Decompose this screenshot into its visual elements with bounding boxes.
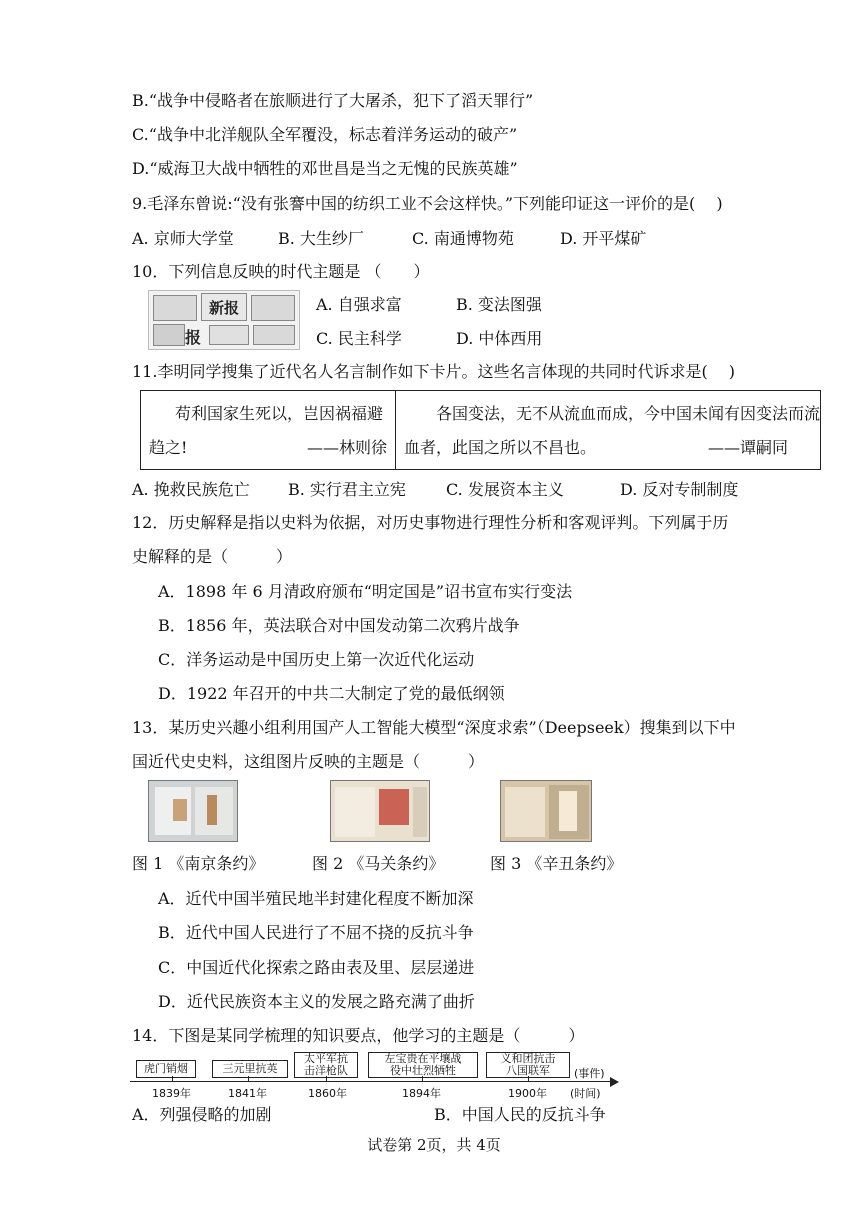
q13-stem-line1: 13．某历史兴趣小组利用国产人工智能大模型“深度求索”（Deepseek）搜集到以下中 [132, 718, 736, 737]
q9-stem: 9.毛泽东曾说:“没有张謇中国的纺织工业不会这样快。”下列能印证这一评价的是( ) [132, 194, 723, 213]
quote-card-lin-zexu [141, 391, 395, 469]
q10-stem: 10．下列信息反映的时代主题是 （ ） [132, 262, 430, 281]
timeline-event-1: 虎门销烟 [136, 1060, 196, 1078]
q13-option-b: B．近代中国人民进行了不屈不挠的反抗斗争 [158, 923, 474, 942]
timeline-axis [130, 1081, 612, 1082]
timeline-tick [172, 1076, 173, 1082]
q12-stem-line1: 12．历史解释是指以史料为依据，对历史事物进行理性分析和客观评判。下列属于历 [132, 513, 729, 532]
quote-card-tan-sitong [395, 391, 820, 469]
q9-option-c: C. 南通博物苑 [412, 229, 514, 248]
q13-option-d: D．近代民族资本主义的发展之路充满了曲折 [158, 992, 475, 1011]
nanjing-treaty-photo [148, 780, 238, 842]
shimonoseki-treaty-photo [330, 780, 430, 842]
q11-option-a: A. 挽救民族危亡 [132, 480, 250, 499]
timeline-time-label: (时间) [570, 1087, 601, 1100]
q11-option-b: B. 实行君主立宪 [288, 480, 406, 499]
q13-caption-2: 图 2 《马关条约》 [312, 854, 445, 873]
q9-option-d: D. 开平煤矿 [560, 229, 647, 248]
q14-option-a: A．列强侵略的加剧 [132, 1105, 272, 1124]
timeline-event-3: 太平军抗 击洋枪队 [294, 1052, 358, 1078]
timeline-tick [326, 1076, 327, 1082]
quote2-line2: 血者，此国之所以不昌也。 [404, 438, 597, 457]
page-footer: 试卷第 2页，共 4页 [367, 1136, 501, 1154]
timeline-event-4: 左宝贵在平壤战 役中壮烈牺牲 [368, 1052, 478, 1078]
quote1-author: ——林则徐 [307, 438, 388, 457]
timeline-tick [248, 1076, 249, 1082]
q8-option-d: D.“威海卫大战中牺牲的邓世昌是当之无愧的民族英雄” [132, 159, 518, 178]
q13-caption-1: 图 1 《南京条约》 [132, 854, 265, 873]
quote-card-table [140, 390, 821, 470]
q12-option-b: B．1856 年，英法联合对中国发动第二次鸦片战争 [158, 616, 520, 635]
q11-option-d: D. 反对专制制度 [620, 480, 739, 499]
timeline-year-4: 1894年 [402, 1087, 441, 1100]
timeline-year-5: 1900年 [508, 1087, 547, 1100]
q13-option-c: C．中国近代化探索之路由表及里、层层递进 [158, 958, 475, 977]
q11-option-c: C. 发展资本主义 [446, 480, 564, 499]
quote1-line1: 苟利国家生死以，岂因祸福避 [175, 404, 384, 423]
timeline-event-2: 三元里抗英 [212, 1060, 288, 1078]
q14-option-b: B．中国人民的反抗斗争 [434, 1105, 606, 1124]
quote2-line1: 各国变法，无不从流血而成，今中国未闻有因变法而流 [436, 404, 821, 423]
quote1-line2: 趋之! [149, 438, 188, 457]
newspaper-masthead-2: 报 [185, 328, 202, 347]
q12-option-a: A．1898 年 6 月清政府颁布“明定国是”诏书宣布实行变法 [158, 582, 573, 601]
q10-option-b: B. 变法图强 [456, 295, 542, 314]
q13-caption-3: 图 3 《辛丑条约》 [490, 854, 623, 873]
timeline-event-label: (事件) [574, 1067, 605, 1080]
q10-option-d: D. 中体西用 [456, 329, 543, 348]
q10-option-c: C. 民主科学 [316, 329, 402, 348]
q10-option-a: A. 自强求富 [316, 295, 402, 314]
q12-option-c: C．洋务运动是中国历史上第一次近代化运动 [158, 650, 475, 669]
boxer-protocol-photo [500, 780, 592, 842]
q13-option-a: A．近代中国半殖民地半封建化程度不断加深 [158, 889, 474, 908]
q12-stem-line2: 史解释的是（ ） [132, 547, 293, 566]
q12-option-d: D．1922 年召开的中共二大制定了党的最低纲领 [158, 684, 505, 703]
timeline-arrow-icon [610, 1077, 619, 1087]
q9-option-b: B. 大生纱厂 [278, 229, 364, 248]
q14-stem: 14．下图是某同学梳理的知识要点，他学习的主题是（ ） [132, 1026, 585, 1045]
q13-stem-line2: 国近代史史料，这组图片反映的主题是（ ） [132, 752, 485, 771]
newspapers-image [148, 290, 300, 350]
q9-option-a: A. 京师大学堂 [132, 229, 234, 248]
timeline-year-1: 1839年 [152, 1087, 191, 1100]
timeline-year-3: 1860年 [308, 1087, 347, 1100]
quote2-author: ——谭嗣同 [708, 438, 789, 457]
q11-stem: 11.李明同学搜集了近代名人名言制作如下卡片。这些名言体现的共同时代诉求是( ) [132, 362, 736, 381]
q8-option-b: B.“战争中侵略者在旅顺进行了大屠杀，犯下了滔天罪行” [132, 91, 534, 110]
timeline-tick [422, 1076, 423, 1082]
q8-option-c: C.“战争中北洋舰队全军覆没，标志着洋务运动的破产” [132, 125, 518, 144]
timeline-year-2: 1841年 [228, 1087, 267, 1100]
newspaper-masthead-1: 新报 [209, 299, 240, 317]
timeline-event-5: 义和团抗击 八国联军 [486, 1052, 570, 1078]
timeline-tick [528, 1076, 529, 1082]
